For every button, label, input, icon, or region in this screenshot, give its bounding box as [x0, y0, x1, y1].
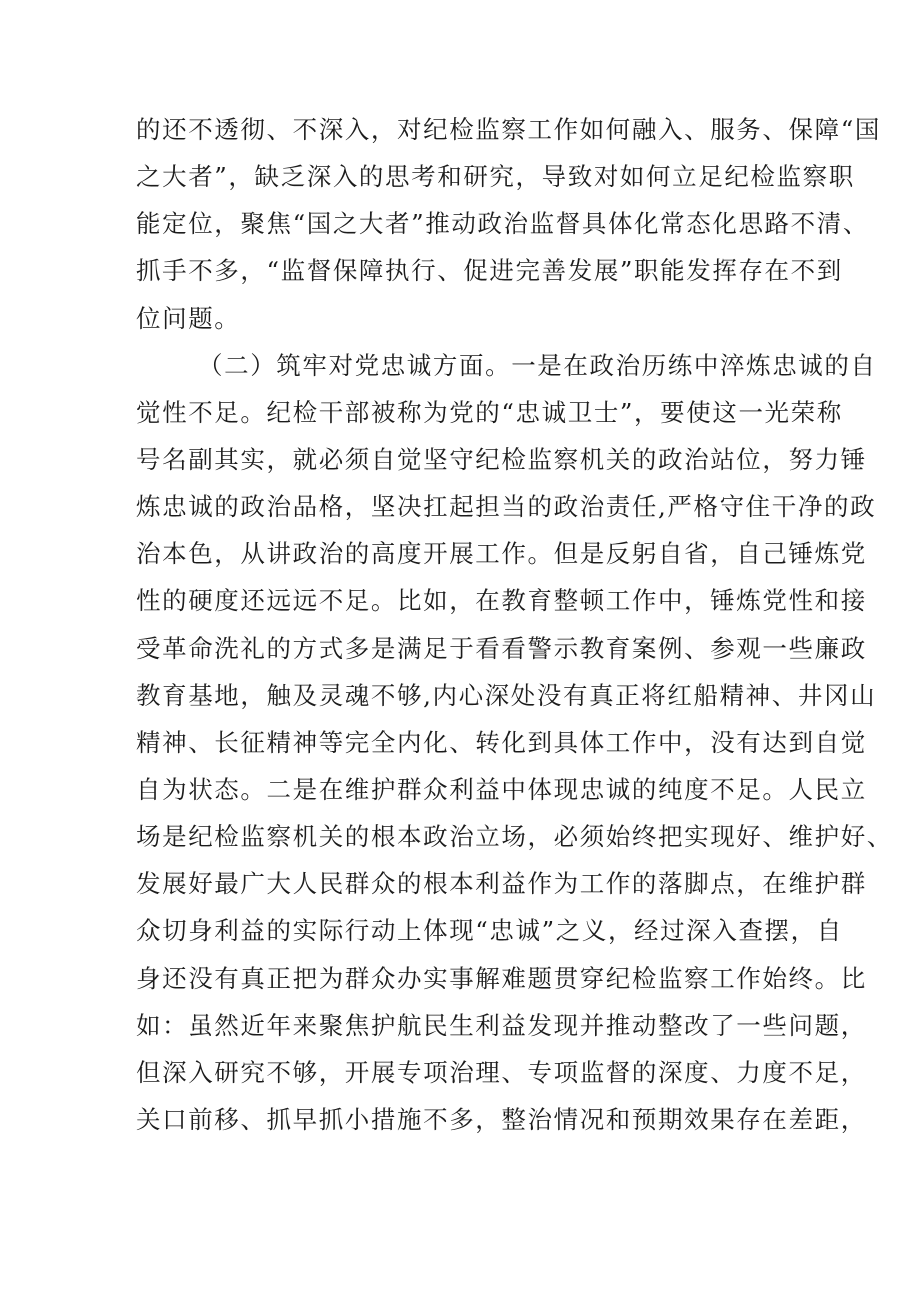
text-line: 精神、长征精神等完全内化、转化到具体工作中，没有达到自觉 [136, 727, 867, 757]
document-body [136, 106, 893, 1143]
text-line: 性的硬度还远远不足。比如，在教育整顿工作中，锤炼党性和接 [136, 586, 867, 616]
text-line: 治本色，从讲政治的高度开展工作。但是反躬自省，自己锤炼党 [136, 539, 867, 569]
text-line: 能定位，聚焦“国之大者”推动政治监督具体化常态化思路不清、 [136, 209, 869, 239]
text-line: 的还不透彻、不深入，对纪检监察工作如何融入、服务、保障“国 [136, 115, 881, 144]
text-line: 场是纪检监察机关的根本政治立场，必须始终把实现好、维护好、 [136, 822, 893, 852]
text-line: 发展好最广大人民群众的根本利益作为工作的落脚点，在维护群 [136, 869, 867, 899]
text-line: 号名副其实，就必须自觉坚守纪检监察机关的政治站位，努力锤 [136, 444, 867, 474]
text-line: 觉性不足。纪检干部被称为党的“忠诚卫士”，要使这一光荣称 [136, 397, 843, 427]
text-line: 但深入研究不够，开展专项治理、专项监督的深度、力度不足， [136, 1057, 867, 1087]
text-line: 如：虽然近年来聚焦护航民生利益发现并推动整改了一些问题， [136, 1010, 867, 1040]
text-line: 受革命洗礼的方式多是满足于看看警示教育案例、参观一些廉政 [136, 633, 867, 663]
text-line: 位问题。 [136, 303, 241, 333]
text-line: 抓手不多，“监督保障执行、促进完善发展”职能发挥存在不到 [136, 256, 843, 286]
section-heading-line: （二）筑牢对党忠诚方面。一是在政治历练中淬炼忠诚的自 [198, 350, 877, 380]
text-line: 炼忠诚的政治品格，坚决扛起担当的政治责任,严格守住干净的政 [136, 492, 877, 522]
text-line: 教育基地，触及灵魂不够,内心深处没有真正将红船精神、井冈山 [136, 680, 877, 710]
text-line: 众切身利益的实际行动上体现“忠诚”之义，经过深入查摆，自 [136, 916, 843, 946]
text-line: 身还没有真正把为群众办实事解难题贯穿纪检监察工作始终。比 [136, 963, 867, 993]
text-line: 关口前移、抓早抓小措施不多，整治情况和预期效果存在差距， [136, 1104, 867, 1134]
text-line: 之大者”，缺乏深入的思考和研究，导致对如何立足纪检监察职 [136, 162, 855, 192]
text-line: 自为状态。二是在维护群众利益中体现忠诚的纯度不足。人民立 [136, 774, 867, 804]
